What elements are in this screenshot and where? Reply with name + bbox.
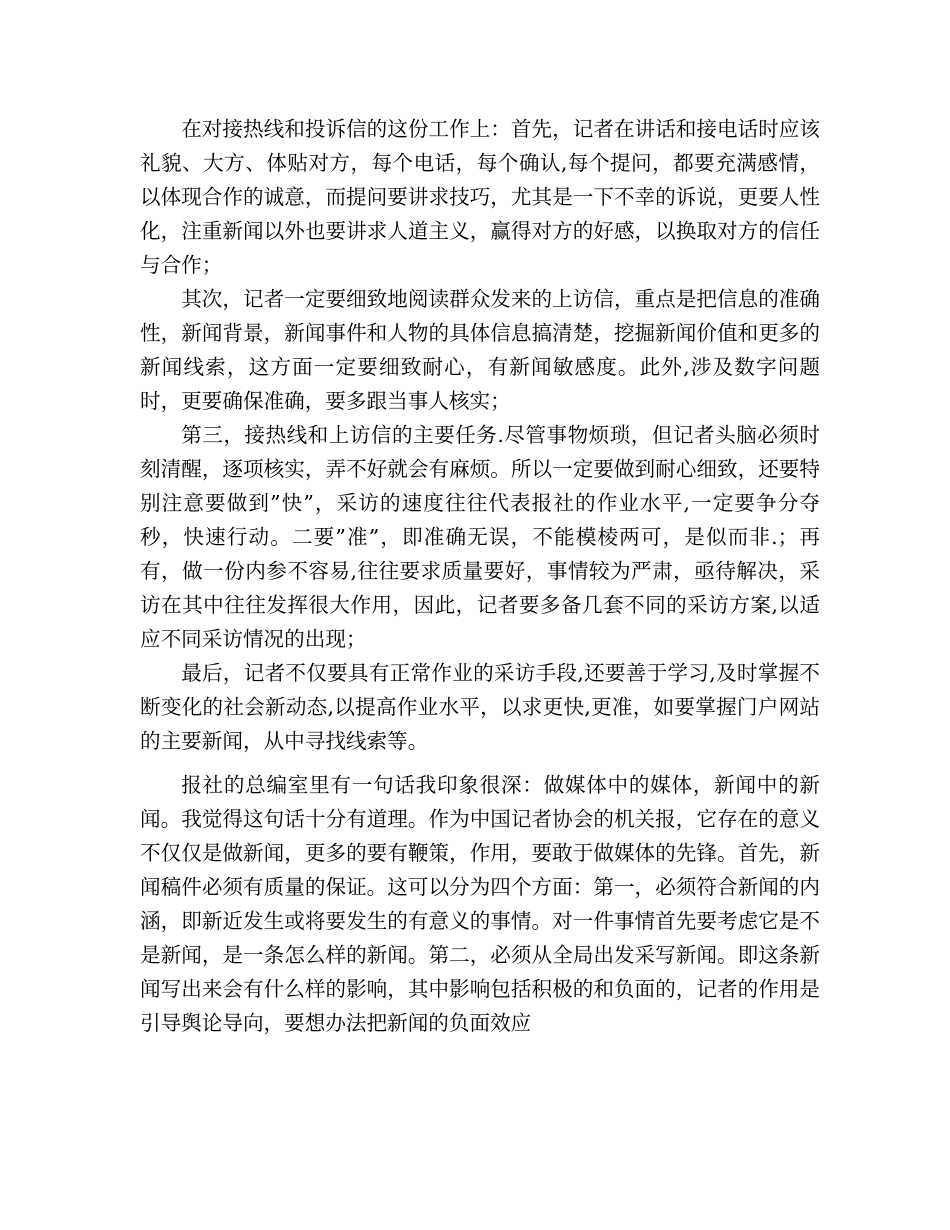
paragraph-editorial-motto: 报社的总编室里有一句话我印象很深：做媒体中的媒体，新闻中的新闻。我觉得这句话十分有道理。作为中国记者协会的机关报，它存在的意义不仅仅是做新闻，更多的要有鞭策，作用，要敢于做媒体的先锋。首先，新闻稿件必须有质量的保证。这可以分为四个方面：第一，必须符合新闻的内涵，即新近发生或将要发生的有意义的事情。对一件事情首先要考虑它是不是新闻，是一条怎么样的新闻。第二，必须从全局出发采写新闻。即这条新闻写出来会有什么样的影响，其中影响包括积极的和负面的，记者的作用是引导舆论导向，要想办法把新闻的负面效应: [140, 773, 820, 1035]
paragraph-hotline-etiquette: 在对接热线和投诉信的这份工作上：首先，记者在讲话和接电话时应该礼貌、大方、体贴对方，每个电话，每个确认,每个提问，都要充满感情，以体现合作的诚意，而提问要讲求技巧，尤其是一下不幸的诉说，更要人性化，注重新闻以外也要讲求人道主义，赢得对方的好感，以换取对方的信任与合作；: [140, 117, 820, 277]
paragraph-letter-reading: 其次，记者一定要细致地阅读群众发来的上访信，重点是把信息的准确性，新闻背景，新闻事件和人物的具体信息搞清楚，挖掘新闻价值和更多的新闻线索，这方面一定要细致耐心，有新闻敏感度。此外,涉及数字问题时，更要确保准确，要多跟当事人核实；: [140, 287, 820, 413]
document-body: [140, 112, 820, 1040]
paragraph-main-task: 第三，接热线和上访信的主要任务.尽管事物烦琐，但记者头脑必须时刻清醒，逐项核实，弄不好就会有麻烦。所以一定要做到耐心细致，还要特别注意要做到”快”，采访的速度往往代表报社的作业水平,一定要争分夺秒，快速行动。二要”准”，即准确无误，不能模棱两可，是似而非.；再有，做一份内参不容易,往往要求质量要好，事情较为严肃，亟待解决，采访在其中往往发挥很大作用，因此，记者要多备几套不同的采访方案,以适应不同采访情况的出现；: [140, 423, 820, 651]
paragraph-learning: 最后，记者不仅要具有正常作业的采访手段,还要善于学习,及时掌握不断变化的社会新动态,以提高作业水平，以求更快,更准，如要掌握门户网站的主要新闻，从中寻找线索等。: [140, 661, 820, 753]
